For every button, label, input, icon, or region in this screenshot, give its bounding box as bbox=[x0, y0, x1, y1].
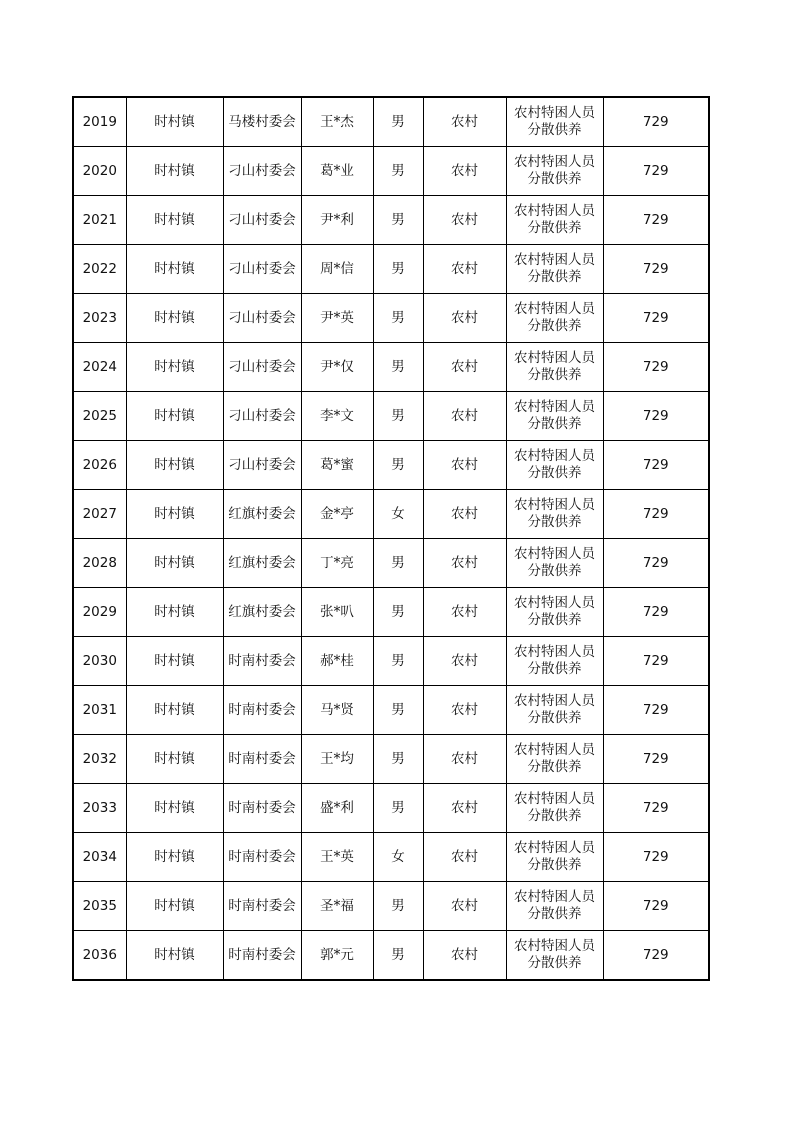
row-village: 红旗村委会 bbox=[223, 539, 301, 588]
row-area: 农村 bbox=[423, 637, 506, 686]
table-row bbox=[73, 294, 709, 343]
row-town: 时村镇 bbox=[126, 637, 223, 686]
row-amount: 729 bbox=[603, 637, 709, 686]
row-category: 农村特困人员分散供养 bbox=[506, 343, 603, 392]
row-village: 时南村委会 bbox=[223, 735, 301, 784]
row-amount: 729 bbox=[603, 196, 709, 245]
row-town: 时村镇 bbox=[126, 441, 223, 490]
row-category: 农村特困人员分散供养 bbox=[506, 245, 603, 294]
beneficiary-table bbox=[72, 96, 710, 981]
row-name: 张*叭 bbox=[301, 588, 373, 637]
row-name: 王*英 bbox=[301, 833, 373, 882]
row-area: 农村 bbox=[423, 539, 506, 588]
row-category: 农村特困人员分散供养 bbox=[506, 97, 603, 147]
row-id: 2019 bbox=[73, 97, 126, 147]
row-town: 时村镇 bbox=[126, 588, 223, 637]
row-amount: 729 bbox=[603, 441, 709, 490]
row-category: 农村特困人员分散供养 bbox=[506, 539, 603, 588]
row-id: 2020 bbox=[73, 147, 126, 196]
row-town: 时村镇 bbox=[126, 882, 223, 931]
row-area: 农村 bbox=[423, 735, 506, 784]
row-name: 丁*亮 bbox=[301, 539, 373, 588]
row-area: 农村 bbox=[423, 784, 506, 833]
row-amount: 729 bbox=[603, 931, 709, 981]
table-row bbox=[73, 735, 709, 784]
row-village: 马楼村委会 bbox=[223, 97, 301, 147]
row-town: 时村镇 bbox=[126, 539, 223, 588]
row-name: 葛*业 bbox=[301, 147, 373, 196]
row-amount: 729 bbox=[603, 686, 709, 735]
table-row bbox=[73, 490, 709, 539]
row-id: 2036 bbox=[73, 931, 126, 981]
row-category: 农村特困人员分散供养 bbox=[506, 196, 603, 245]
table-row bbox=[73, 392, 709, 441]
row-town: 时村镇 bbox=[126, 735, 223, 784]
row-gender: 男 bbox=[373, 147, 423, 196]
row-village: 刁山村委会 bbox=[223, 147, 301, 196]
row-id: 2035 bbox=[73, 882, 126, 931]
row-gender: 女 bbox=[373, 490, 423, 539]
row-category: 农村特困人员分散供养 bbox=[506, 637, 603, 686]
row-name: 尹*仅 bbox=[301, 343, 373, 392]
row-amount: 729 bbox=[603, 539, 709, 588]
table-row bbox=[73, 833, 709, 882]
row-village: 红旗村委会 bbox=[223, 588, 301, 637]
row-amount: 729 bbox=[603, 294, 709, 343]
table-row bbox=[73, 882, 709, 931]
row-area: 农村 bbox=[423, 147, 506, 196]
row-id: 2022 bbox=[73, 245, 126, 294]
row-name: 尹*利 bbox=[301, 196, 373, 245]
row-village: 刁山村委会 bbox=[223, 196, 301, 245]
row-gender: 男 bbox=[373, 441, 423, 490]
row-gender: 男 bbox=[373, 97, 423, 147]
row-town: 时村镇 bbox=[126, 196, 223, 245]
row-amount: 729 bbox=[603, 882, 709, 931]
table-row bbox=[73, 343, 709, 392]
row-area: 农村 bbox=[423, 882, 506, 931]
row-area: 农村 bbox=[423, 490, 506, 539]
row-amount: 729 bbox=[603, 588, 709, 637]
row-name: 葛*蜜 bbox=[301, 441, 373, 490]
row-area: 农村 bbox=[423, 441, 506, 490]
row-id: 2032 bbox=[73, 735, 126, 784]
row-id: 2023 bbox=[73, 294, 126, 343]
row-category: 农村特困人员分散供养 bbox=[506, 686, 603, 735]
row-amount: 729 bbox=[603, 735, 709, 784]
row-gender: 男 bbox=[373, 539, 423, 588]
row-town: 时村镇 bbox=[126, 490, 223, 539]
row-village: 时南村委会 bbox=[223, 931, 301, 981]
row-gender: 男 bbox=[373, 343, 423, 392]
row-area: 农村 bbox=[423, 588, 506, 637]
row-area: 农村 bbox=[423, 931, 506, 981]
row-area: 农村 bbox=[423, 343, 506, 392]
row-name: 马*贤 bbox=[301, 686, 373, 735]
row-name: 周*信 bbox=[301, 245, 373, 294]
table-body bbox=[73, 97, 709, 980]
row-id: 2031 bbox=[73, 686, 126, 735]
row-gender: 男 bbox=[373, 882, 423, 931]
table-row bbox=[73, 196, 709, 245]
row-category: 农村特困人员分散供养 bbox=[506, 392, 603, 441]
row-id: 2034 bbox=[73, 833, 126, 882]
row-area: 农村 bbox=[423, 294, 506, 343]
row-village: 刁山村委会 bbox=[223, 441, 301, 490]
row-amount: 729 bbox=[603, 784, 709, 833]
table-row bbox=[73, 637, 709, 686]
row-village: 刁山村委会 bbox=[223, 245, 301, 294]
row-village: 时南村委会 bbox=[223, 637, 301, 686]
row-village: 刁山村委会 bbox=[223, 294, 301, 343]
row-id: 2026 bbox=[73, 441, 126, 490]
row-id: 2033 bbox=[73, 784, 126, 833]
table-row bbox=[73, 784, 709, 833]
table-row bbox=[73, 97, 709, 147]
row-village: 时南村委会 bbox=[223, 784, 301, 833]
row-area: 农村 bbox=[423, 97, 506, 147]
table-row bbox=[73, 147, 709, 196]
row-name: 王*均 bbox=[301, 735, 373, 784]
row-town: 时村镇 bbox=[126, 343, 223, 392]
row-amount: 729 bbox=[603, 245, 709, 294]
row-gender: 男 bbox=[373, 245, 423, 294]
row-town: 时村镇 bbox=[126, 686, 223, 735]
row-gender: 男 bbox=[373, 294, 423, 343]
row-town: 时村镇 bbox=[126, 392, 223, 441]
row-area: 农村 bbox=[423, 196, 506, 245]
row-amount: 729 bbox=[603, 97, 709, 147]
row-gender: 男 bbox=[373, 392, 423, 441]
row-category: 农村特困人员分散供养 bbox=[506, 882, 603, 931]
row-category: 农村特困人员分散供养 bbox=[506, 490, 603, 539]
row-amount: 729 bbox=[603, 833, 709, 882]
row-town: 时村镇 bbox=[126, 97, 223, 147]
row-gender: 男 bbox=[373, 637, 423, 686]
row-town: 时村镇 bbox=[126, 245, 223, 294]
row-id: 2021 bbox=[73, 196, 126, 245]
row-name: 郭*元 bbox=[301, 931, 373, 981]
row-area: 农村 bbox=[423, 392, 506, 441]
row-category: 农村特困人员分散供养 bbox=[506, 294, 603, 343]
row-village: 刁山村委会 bbox=[223, 343, 301, 392]
row-category: 农村特困人员分散供养 bbox=[506, 735, 603, 784]
table-row bbox=[73, 245, 709, 294]
row-amount: 729 bbox=[603, 490, 709, 539]
row-village: 时南村委会 bbox=[223, 686, 301, 735]
row-amount: 729 bbox=[603, 147, 709, 196]
row-gender: 男 bbox=[373, 588, 423, 637]
row-id: 2029 bbox=[73, 588, 126, 637]
row-town: 时村镇 bbox=[126, 147, 223, 196]
row-name: 金*亭 bbox=[301, 490, 373, 539]
row-village: 红旗村委会 bbox=[223, 490, 301, 539]
row-town: 时村镇 bbox=[126, 931, 223, 981]
row-gender: 男 bbox=[373, 735, 423, 784]
row-name: 郝*桂 bbox=[301, 637, 373, 686]
table-row bbox=[73, 931, 709, 981]
row-name: 盛*利 bbox=[301, 784, 373, 833]
row-name: 李*文 bbox=[301, 392, 373, 441]
row-amount: 729 bbox=[603, 392, 709, 441]
table-row bbox=[73, 441, 709, 490]
row-category: 农村特困人员分散供养 bbox=[506, 931, 603, 981]
row-category: 农村特困人员分散供养 bbox=[506, 441, 603, 490]
row-category: 农村特困人员分散供养 bbox=[506, 147, 603, 196]
row-area: 农村 bbox=[423, 245, 506, 294]
row-id: 2024 bbox=[73, 343, 126, 392]
row-name: 王*杰 bbox=[301, 97, 373, 147]
row-category: 农村特困人员分散供养 bbox=[506, 588, 603, 637]
table-row bbox=[73, 588, 709, 637]
row-category: 农村特困人员分散供养 bbox=[506, 784, 603, 833]
row-amount: 729 bbox=[603, 343, 709, 392]
row-name: 圣*福 bbox=[301, 882, 373, 931]
row-area: 农村 bbox=[423, 833, 506, 882]
row-gender: 男 bbox=[373, 784, 423, 833]
table-row bbox=[73, 539, 709, 588]
table-row bbox=[73, 686, 709, 735]
row-village: 刁山村委会 bbox=[223, 392, 301, 441]
row-town: 时村镇 bbox=[126, 294, 223, 343]
row-id: 2030 bbox=[73, 637, 126, 686]
row-gender: 男 bbox=[373, 931, 423, 981]
row-id: 2028 bbox=[73, 539, 126, 588]
row-gender: 男 bbox=[373, 686, 423, 735]
row-id: 2027 bbox=[73, 490, 126, 539]
row-village: 时南村委会 bbox=[223, 833, 301, 882]
row-town: 时村镇 bbox=[126, 784, 223, 833]
row-gender: 男 bbox=[373, 196, 423, 245]
row-id: 2025 bbox=[73, 392, 126, 441]
row-village: 时南村委会 bbox=[223, 882, 301, 931]
row-category: 农村特困人员分散供养 bbox=[506, 833, 603, 882]
row-gender: 女 bbox=[373, 833, 423, 882]
row-town: 时村镇 bbox=[126, 833, 223, 882]
row-area: 农村 bbox=[423, 686, 506, 735]
row-name: 尹*英 bbox=[301, 294, 373, 343]
